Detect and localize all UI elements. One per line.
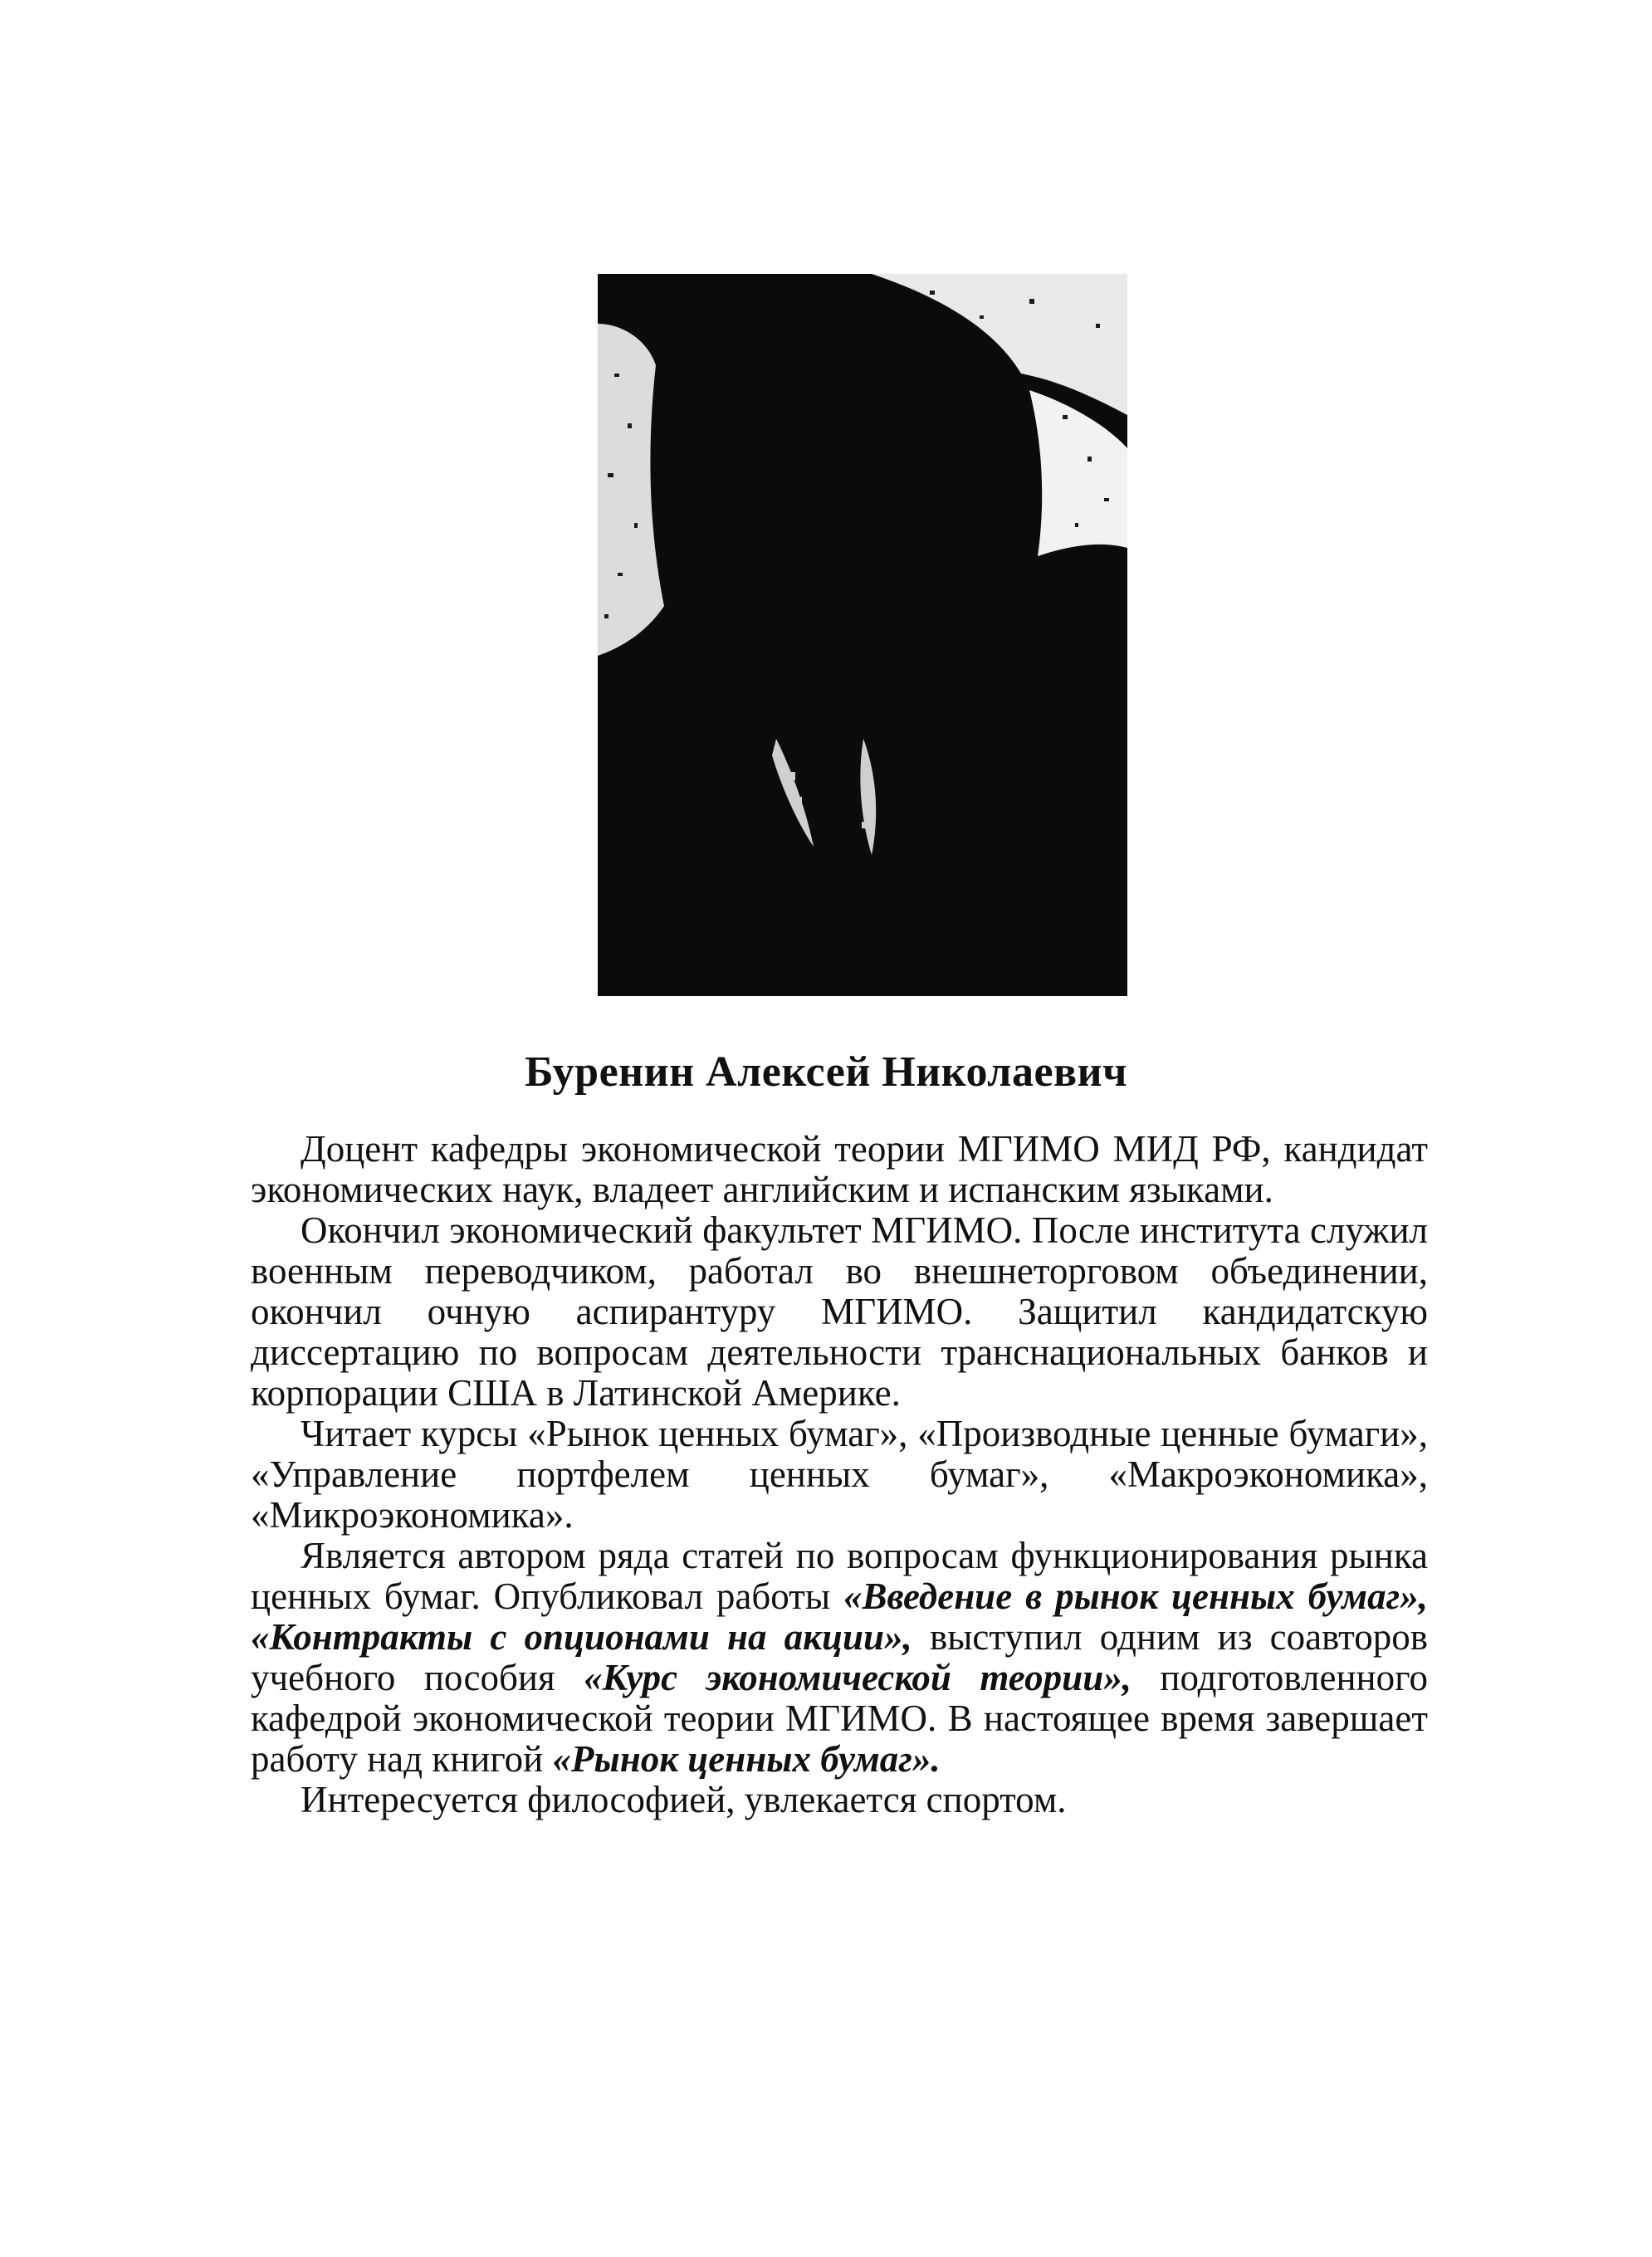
publication-title-1: «Введение в рынок ценных бумаг»,	[843, 1576, 1428, 1617]
bio-paragraph-courses: Читает курсы «Рынок ценных бумаг», «Производные ценные бумаги», «Управление портфелем ценных бумаг», «Макроэкономика», «Микроэкономика».	[251, 1413, 1428, 1536]
publications-text-4: подготовленного кафедрой экономической теории МГИМО. В настоящее время завершает работу над книгой	[251, 1657, 1428, 1780]
publication-title-2: «Контракты с опционами на акции»,	[251, 1616, 912, 1658]
publication-title-4: «Рынок ценных бумаг».	[552, 1738, 941, 1780]
author-portrait	[598, 274, 1127, 996]
person-name: Буренин Алексей Николаевич	[525, 1048, 1127, 1096]
portrait-silhouette	[598, 274, 1127, 996]
publications-text-1: Является автором ряда статей по вопросам функционирования рынка ценных бумаг. Опубликовал работы	[251, 1535, 1428, 1617]
publication-title-3: «Курс экономической теории»,	[584, 1657, 1131, 1698]
bio-paragraph-education: Окончил экономический факультет МГИМО. После института служил военным переводчиком, работал во внешнеторговом объединении, окончил очную аспирантуру МГИМО. Защитил кандидатскую диссертацию по вопросам деятельности транснациональных банков и корпорации США в Латинской Америке.	[251, 1209, 1428, 1414]
publications-text-3: выступил одним из соавторов учебного пособия	[251, 1616, 1429, 1698]
bio-paragraph-publications	[251, 1536, 1428, 1780]
biography	[251, 1129, 1428, 1820]
bio-paragraph-interests: Интересуется философией, увлекается спортом.	[301, 1779, 1067, 1820]
bio-paragraph-position: Доцент кафедры экономической теории МГИМО МИД РФ, кандидат экономических наук, владеет английским и испанским языками.	[251, 1128, 1428, 1210]
